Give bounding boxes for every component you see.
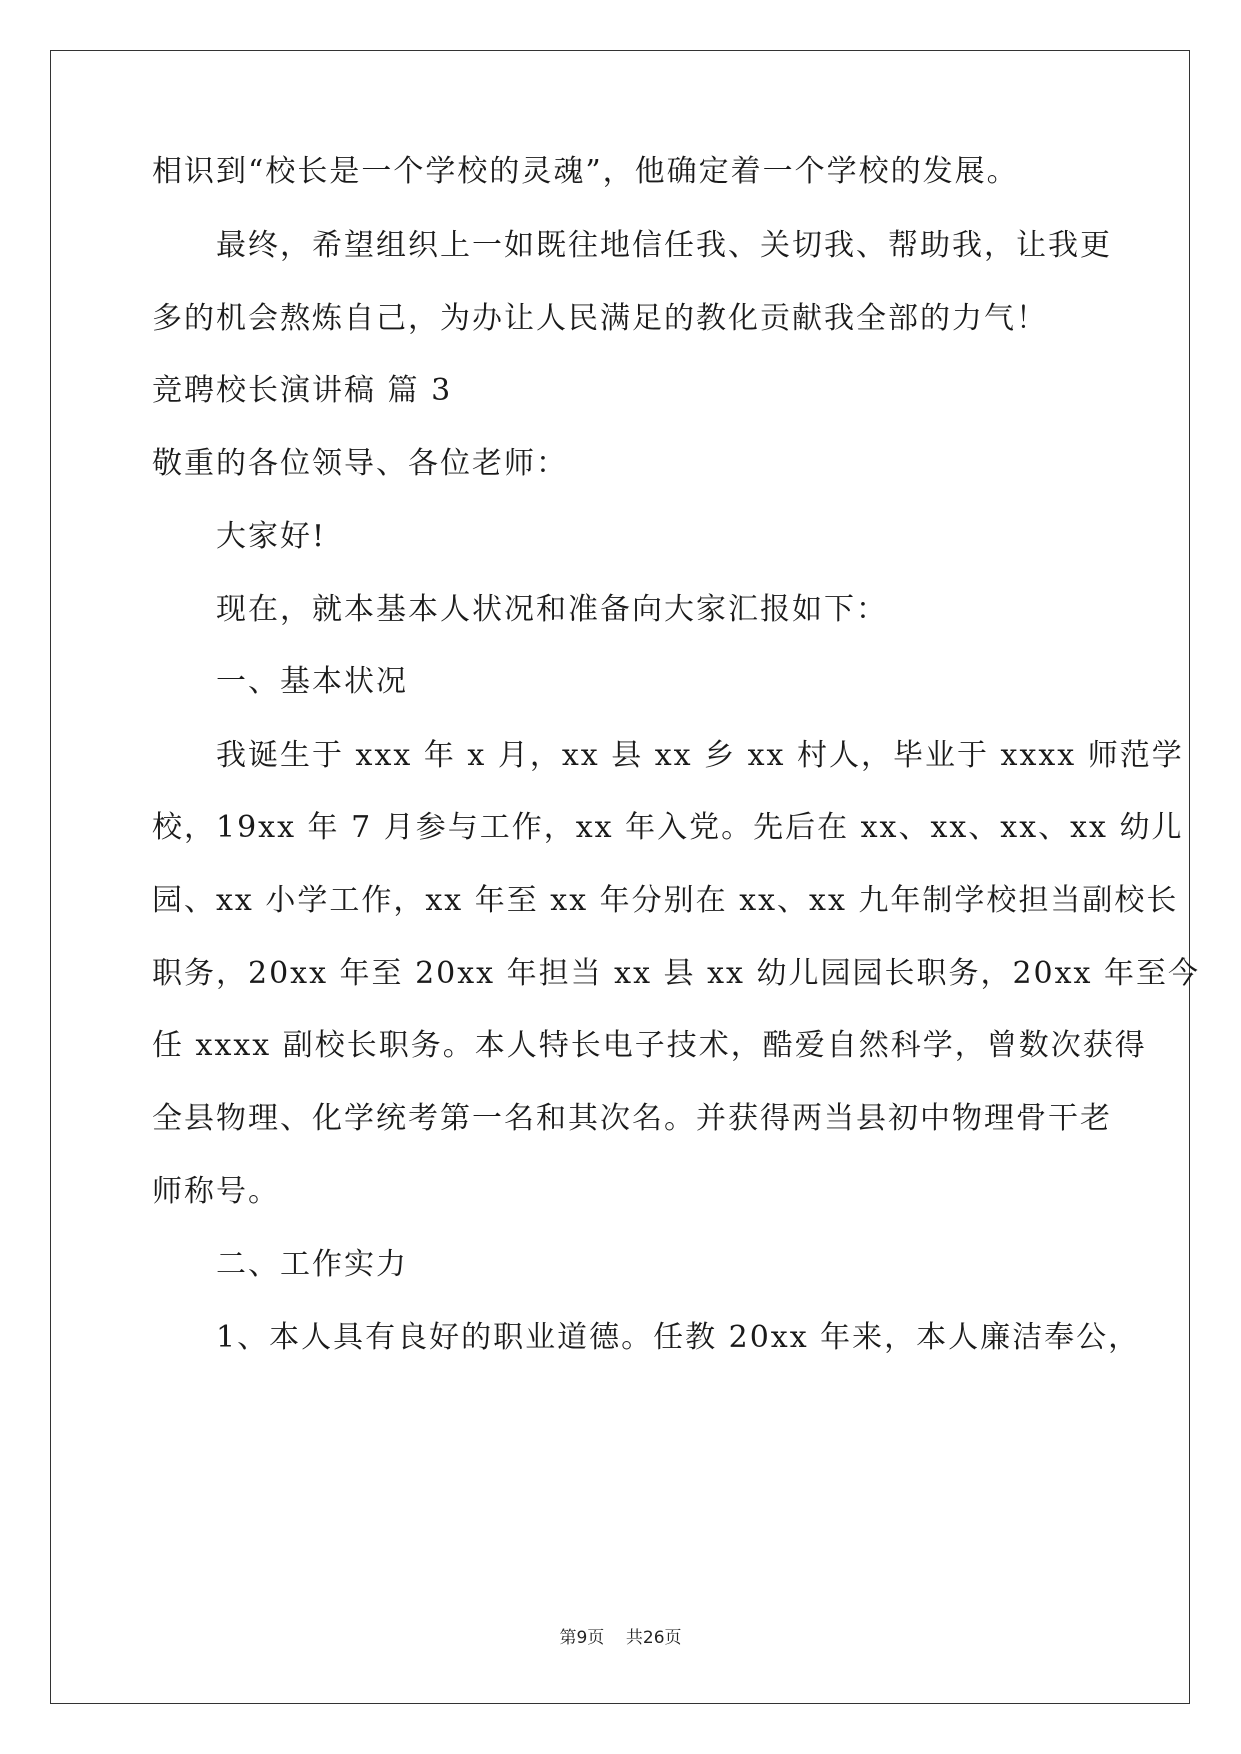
subsection-heading: 二、工作实力 [216, 1247, 408, 1282]
greeting: 大家好! [216, 519, 327, 554]
paragraph-line: 相识到“校长是一个学校的灵魂”，他确定着一个学校的发展。 [152, 154, 1019, 189]
page-prefix: 第 [559, 1628, 577, 1648]
paragraph-line: 我诞生于 xxx 年 x 月，xx 县 xx 乡 xx 村人，毕业于 xxxx 师范学 [216, 738, 1184, 773]
paragraph-line: 校，19xx 年 7 月参与工作，xx 年入党。先后在 xx、xx、xx、xx 幼儿 [152, 810, 1184, 845]
paragraph-line: 任 xxxx 副校长职务。本人特长电子技术，酷爱自然科学，曾数次获得 [152, 1028, 1147, 1063]
subsection-heading: 一、基本状况 [216, 664, 408, 699]
page-footer [0, 1623, 1241, 1648]
paragraph-line: 职务，20xx 年至 20xx 年担当 xx 县 xx 幼儿园园长职务，20xx 年至今 [152, 956, 1200, 991]
paragraph-line: 最终，希望组织上一如既往地信任我、关切我、帮助我，让我更 [216, 228, 1112, 263]
page-number: 9 [576, 1628, 588, 1648]
total-prefix: 共 [625, 1628, 643, 1648]
paragraph-line: 园、xx 小学工作，xx 年至 xx 年分别在 xx、xx 九年制学校担当副校长 [152, 883, 1179, 918]
paragraph-line: 1、本人具有良好的职业道德。任教 20xx 年来，本人廉洁奉公， [216, 1320, 1141, 1355]
section-heading: 竞聘校长演讲稿 篇 3 [152, 373, 453, 408]
paragraph-line: 师称号。 [152, 1174, 280, 1209]
total-pages: 26 [642, 1628, 665, 1648]
page-suffix: 页 [587, 1628, 605, 1648]
salutation: 敬重的各位领导、各位老师： [152, 446, 568, 481]
paragraph-line: 多的机会熬炼自己，为办让人民满足的教化贡献我全部的力气！ [152, 301, 1048, 336]
paragraph-line: 全县物理、化学统考第一名和其次名。并获得两当县初中物理骨干老 [152, 1101, 1112, 1136]
total-suffix: 页 [664, 1628, 682, 1648]
paragraph-line: 现在，就本基本人状况和准备向大家汇报如下： [216, 592, 888, 627]
